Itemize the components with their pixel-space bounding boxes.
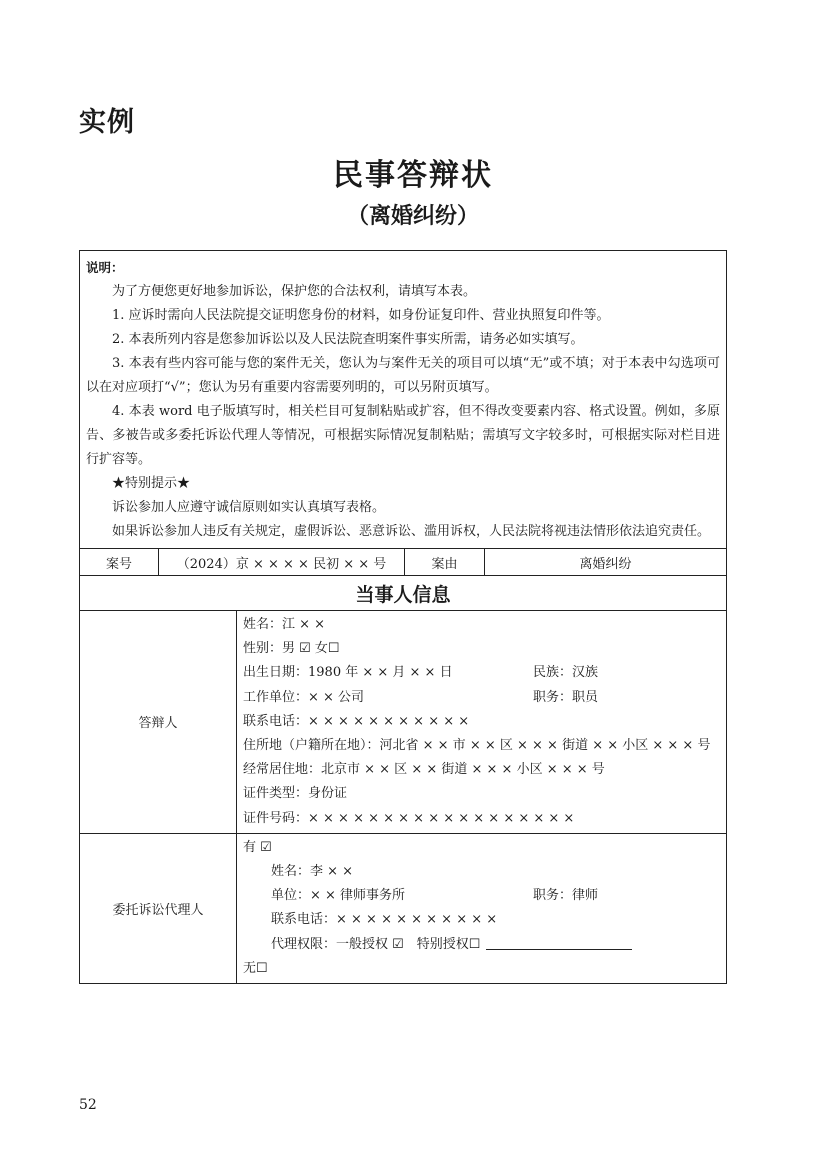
agent-has-checkbox[interactable]: 有 ☑ bbox=[243, 839, 272, 855]
defense-form-table bbox=[79, 250, 727, 984]
special-notice-heading: ★特别提示★ bbox=[112, 476, 191, 491]
instruction-paragraph: 4. 本表 word 电子版填写时，相关栏目可复制粘贴或扩容，但不得改变要素内容、格式设置。例如，多原告、多被告或多委托诉讼代理人等情况，可根据实际情况复制粘贴；需填写文字较多时，可根据实际对栏目进行扩容等。 bbox=[86, 404, 720, 467]
agent-none-checkbox[interactable]: 无☐ bbox=[243, 960, 268, 976]
section-title: 实例 bbox=[79, 107, 135, 138]
agent-authority-field bbox=[243, 933, 721, 957]
agent-phone-field[interactable]: 联系电话：× × × × × × × × × × × bbox=[271, 912, 498, 928]
instruction-paragraph: 为了方便您更好地参加诉讼，保护您的合法权利，请填写本表。 bbox=[112, 284, 477, 299]
respondent-label: 答辩人 bbox=[80, 611, 237, 833]
special-authority-blank-line[interactable] bbox=[486, 935, 632, 950]
respondent-residence-field[interactable]: 住所地（户籍所在地）：河北省 × × 市 × × 区 × × × 街道 × × 小区 × × × 号 bbox=[243, 738, 711, 754]
instructions-label: 说明： bbox=[86, 260, 124, 275]
agent-position-field[interactable]: 职务：律师 bbox=[533, 888, 599, 904]
case-cause-field[interactable]: 离婚纠纷 bbox=[579, 556, 632, 572]
respondent-row bbox=[80, 611, 726, 833]
respondent-employer-field[interactable]: 工作单位：× × 公司 bbox=[243, 689, 365, 705]
document-title: 民事答辩状 bbox=[333, 158, 493, 193]
respondent-ethnicity-field[interactable]: 民族：汉族 bbox=[533, 665, 599, 681]
agent-authority-options[interactable]: 代理权限：一般授权 ☑ 特别授权☐ bbox=[271, 936, 481, 952]
respondent-birth-field[interactable]: 出生日期：1980 年 × × 月 × × 日 bbox=[243, 665, 453, 681]
agent-details bbox=[237, 834, 726, 983]
respondent-id-type-field[interactable]: 证件类型：身份证 bbox=[243, 786, 348, 802]
instruction-paragraph: 3. 本表有些内容可能与您的案件无关，您认为与案件无关的项目可以填“无”或不填；对于本表中勾选项可以在对应项打“√”；您认为另有重要内容需要列明的，可以另附页填写。 bbox=[86, 356, 720, 395]
instruction-paragraph: 诉讼参加人应遵守诚信原则如实认真填写表格。 bbox=[112, 500, 386, 515]
respondent-gender-field[interactable]: 性别：男 ☑ 女☐ bbox=[243, 641, 340, 657]
case-info-row bbox=[80, 549, 726, 576]
respondent-habitual-residence-field[interactable]: 经常居住地：北京市 × × 区 × × 街道 × × × 小区 × × × 号 bbox=[243, 762, 605, 778]
case-cause-label: 案由 bbox=[405, 549, 485, 575]
respondent-position-field[interactable]: 职务：职员 bbox=[533, 689, 599, 705]
instruction-paragraph: 2. 本表所列内容是您参加诉讼以及人民法院查明案件事实所需，请务必如实填写。 bbox=[112, 332, 584, 347]
page-number: 52 bbox=[79, 1097, 97, 1113]
instruction-paragraph: 如果诉讼参加人违反有关规定，虚假诉讼、恶意诉讼、滥用诉权，人民法院将视违法情形依法追究责任。 bbox=[112, 524, 711, 539]
case-number-field[interactable]: （2024）京 × × × × 民初 × × 号 bbox=[159, 549, 405, 575]
instruction-paragraph: 1. 应诉时需向人民法院提交证明您身份的材料，如身份证复印件、营业执照复印件等。 bbox=[112, 308, 610, 323]
agent-label: 委托诉讼代理人 bbox=[80, 834, 237, 983]
case-number-label: 案号 bbox=[80, 549, 159, 575]
respondent-name-field[interactable]: 姓名：江 × × bbox=[243, 617, 326, 632]
document-subtitle: （离婚纠纷） bbox=[346, 204, 479, 229]
respondent-details bbox=[237, 611, 726, 833]
party-info-heading: 当事人信息 bbox=[80, 576, 726, 611]
instructions-block bbox=[80, 251, 726, 549]
agent-name-field[interactable]: 姓名：李 × × bbox=[271, 864, 354, 880]
respondent-id-number-field[interactable]: 证件号码：× × × × × × × × × × × × × × × × × × bbox=[243, 810, 575, 826]
agent-unit-field[interactable]: 单位：× × 律师事务所 bbox=[271, 888, 406, 904]
respondent-phone-field[interactable]: 联系电话：× × × × × × × × × × × bbox=[243, 713, 470, 729]
agent-row bbox=[80, 833, 726, 983]
